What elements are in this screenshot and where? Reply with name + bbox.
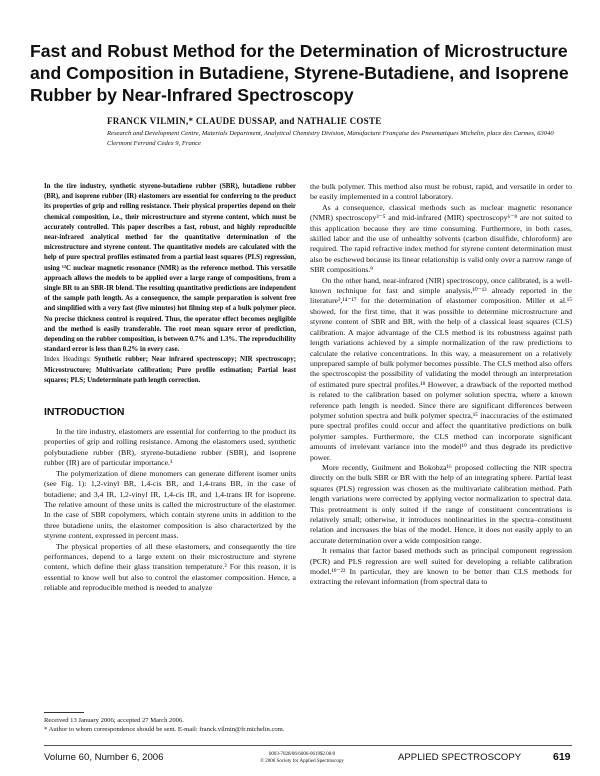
intro-paragraph-1: In the tire industry, elastomers are essential for conferring to the product its properties of grip and rolling resistance. Among the elastomers used, synthetic polybutadiene rubber (BR), styrene-butadiene rubber (SBR), and isoprene rubber (IR) are of particular importance.¹ [44,427,296,468]
footer-rule [44,745,572,746]
affiliation: Research and Development Centre, Materials Department, Analytical Chemistry Division, Manufacture Française des Pneumatiques Michelin, place des Carmes, 63040 Clermont Ferrand Cedex 9, France [107,130,554,147]
volume-info: Volume 60, Number 6, 2006 [44,752,164,763]
left-column [44,182,296,594]
index-headings [44,355,296,386]
footnote [44,716,294,734]
author-list: FRANCK VILMIN,* CLAUDE DUSSAP, and NATHALIE COSTE [107,116,382,126]
abstract: In the tire industry, synthetic styrene-butadiene rubber (SBR), butadiene rubber (BR), and isoprene rubber (IR) elastomers are essential for conferring to the product its properties of grip and rolling resistance. Their physical properties depend on their chemical composition, i.e., their microstructure and styrene content, which must be accurately controlled. This paper describes a fast, robust, and highly reproducible near-infrared analytical method for the quantitative determination of the microstructure and styrene content. The quantitative models are calculated with the help of pure spectral profiles estimated from a partial least squares (PLS) regression, using ¹³C nuclear magnetic resonance (NMR) as the reference method. This versatile approach allows the models to be applied over a large range of compositions, from a single BR to an SBR-IR blend. The resulting quantitative predictions are independent of the sample path length. As a consequence, the sample preparation is solvent free and simplified with a very fast (five minutes) hot filming step of a bulk polymer piece. No precise thickness control is required. Thus, the operator effect becomes negligible and the method is easily transferable. The root mean square error of prediction, depending on the rubber composition, is between 0.7% and 1.3%. The reproducibility standard error is less than 0.2% in every case. [44,183,296,354]
right-paragraph-3: On the other hand, near-infrared (NIR) spectroscopy, once calibrated, is a well-known technique for fast and simple analysis,¹⁰⁻¹³ already reported in the literature³,¹⁴⁻¹⁷ for the determination of elastomer composition. Miller et al.¹⁵ showed, for the first time, that it was possible to determine microstructure and styrene content of SBR and BR, with the help of a classical least squares (CLS) calibration. A major advantage of the CLS method is its robustness against path length variations achieved by a simple normalization of the raw predictions to calculate the relative concentrations. In this way, a measurement on a relatively unprepared sample of bulk polymer becomes possible. The CLS method also offers the spectroscopist the possibility of validating the model through an interpretation of estimated pure spectral profiles.¹⁸ However, a drawback of the reported method is related to the calibration based on polymer solution spectra, where a known reference path length is needed. Since there are significant differences between polymer solution spectra and bulk polymer spectra,¹⁵ inaccuracies of the estimated pure spectral profiles could occur and affect the quantitative predictions on bulk polymer samples. Furthermore, the CLS method can incorporate significant amounts of irrelevant variance into the model¹⁹ and thus degrade its predictive power. [310,275,572,462]
index-headings-label: Index Headings: [44,356,91,364]
intro-paragraph-3: The physical properties of all these elastomers, and consequently the tire performances, depend to a large extent on their microstructure and styrene content, which define their glass transition temperature.² For this reason, it is essential to know well but also to control the elastomer composition. Hence, a reliable and reproducible method is needed to analyze [44,541,296,593]
introduction-heading: INTRODUCTION [44,406,125,419]
article-title: Fast and Robust Method for the Determination of Microstructure and Composition in Butadiene, Styrene-Butadiene, and Isoprene Rubber by Near-Infrared Spectroscopy [30,41,569,105]
index-headings-keywords: Synthetic rubber; Near infrared spectroscopy; NIR spectroscopy; Microstructure; Multivariate calibration; Pure profile estimation; Partial least squares; PLS; Undeterminate path length correction. [44,356,296,384]
right-paragraph-4: More recently, Guilment and Bokobza¹⁶ proposed collecting the NIR spectra directly on the bulk SBR or BR with the help of an integrating sphere. Partial least squares (PLS) regression was chosen as the multivariate calibration method. Path length variations were corrected by applying vector normalization to spectral data. This pretreatment is only suited if the range of constituent concentrations is relatively small; otherwise, it introduces nonlinearities in the spectra–constituent relation and increases the bias of the model. Hence, it does not easily apply to an accurate determination over a wide composition range. [310,462,572,545]
right-paragraph-1: the bulk polymer. This method also must be robust, rapid, and versatile in order to be easily implemented in a control laboratory. [310,182,572,202]
page-number: 619 [553,751,571,763]
right-column [310,182,572,588]
article-code: 0003-7028/06/6006-0619$2.00/0 [268,752,336,757]
right-paragraph-2: As a consequence, classical methods such as nuclear magnetic resonance (NMR) spectroscopy³⁻⁵ and mid-infrared (MIR) spectroscopy⁶⁻⁸ are not suited to this application because they are time consuming. Furthermore, in both cases, skilled labor and the use of unhealthy solvents (carbon disulfide, chloroform) are required. The rapid refractive index method for styrene content determination must also be eschewed because its linear relationship is valid only over a narrow range of SBR compositions.⁹ [310,202,572,275]
footnote-rule [44,712,84,713]
right-paragraph-5: It remains that factor based methods such as principal component regression (PCR) and PLS regression are well suited for developing a reliable calibration model.¹⁹⁻²² In particular, they are known to be better than CLS methods for extracting the relevant information (from spectral data to [310,546,572,587]
copyright: © 2006 Society for Applied Spectroscopy [260,759,344,764]
journal-name: APPLIED SPECTROSCOPY [398,752,522,763]
received-date: Received 13 January 2006; accepted 27 March 2006. [44,717,184,724]
correspondence-note: * Author to whom correspondence should be sent. E-mail: franck.vilmin@fr.michelin.com. [44,726,285,733]
intro-paragraph-2: The polymerization of diene monomers can generate different isomer units (see Fig. 1): 1,2-vinyl BR, 1,4-cis BR, and 1,4-trans BR, in the case of butadiene; and 3,4 IR, 1,2-vinyl IR, 1,4-cis IR, and 1,4-trans IR for isoprene. The relative amount of these units is called the microstructure of the elastomer. In the case of SBR copolymers, which contain styrene units in addition to the three butadiene units, the elastomer composition is also characterized by the styrene content, expressed in percent mass. [44,468,296,541]
publication-code [232,751,372,765]
